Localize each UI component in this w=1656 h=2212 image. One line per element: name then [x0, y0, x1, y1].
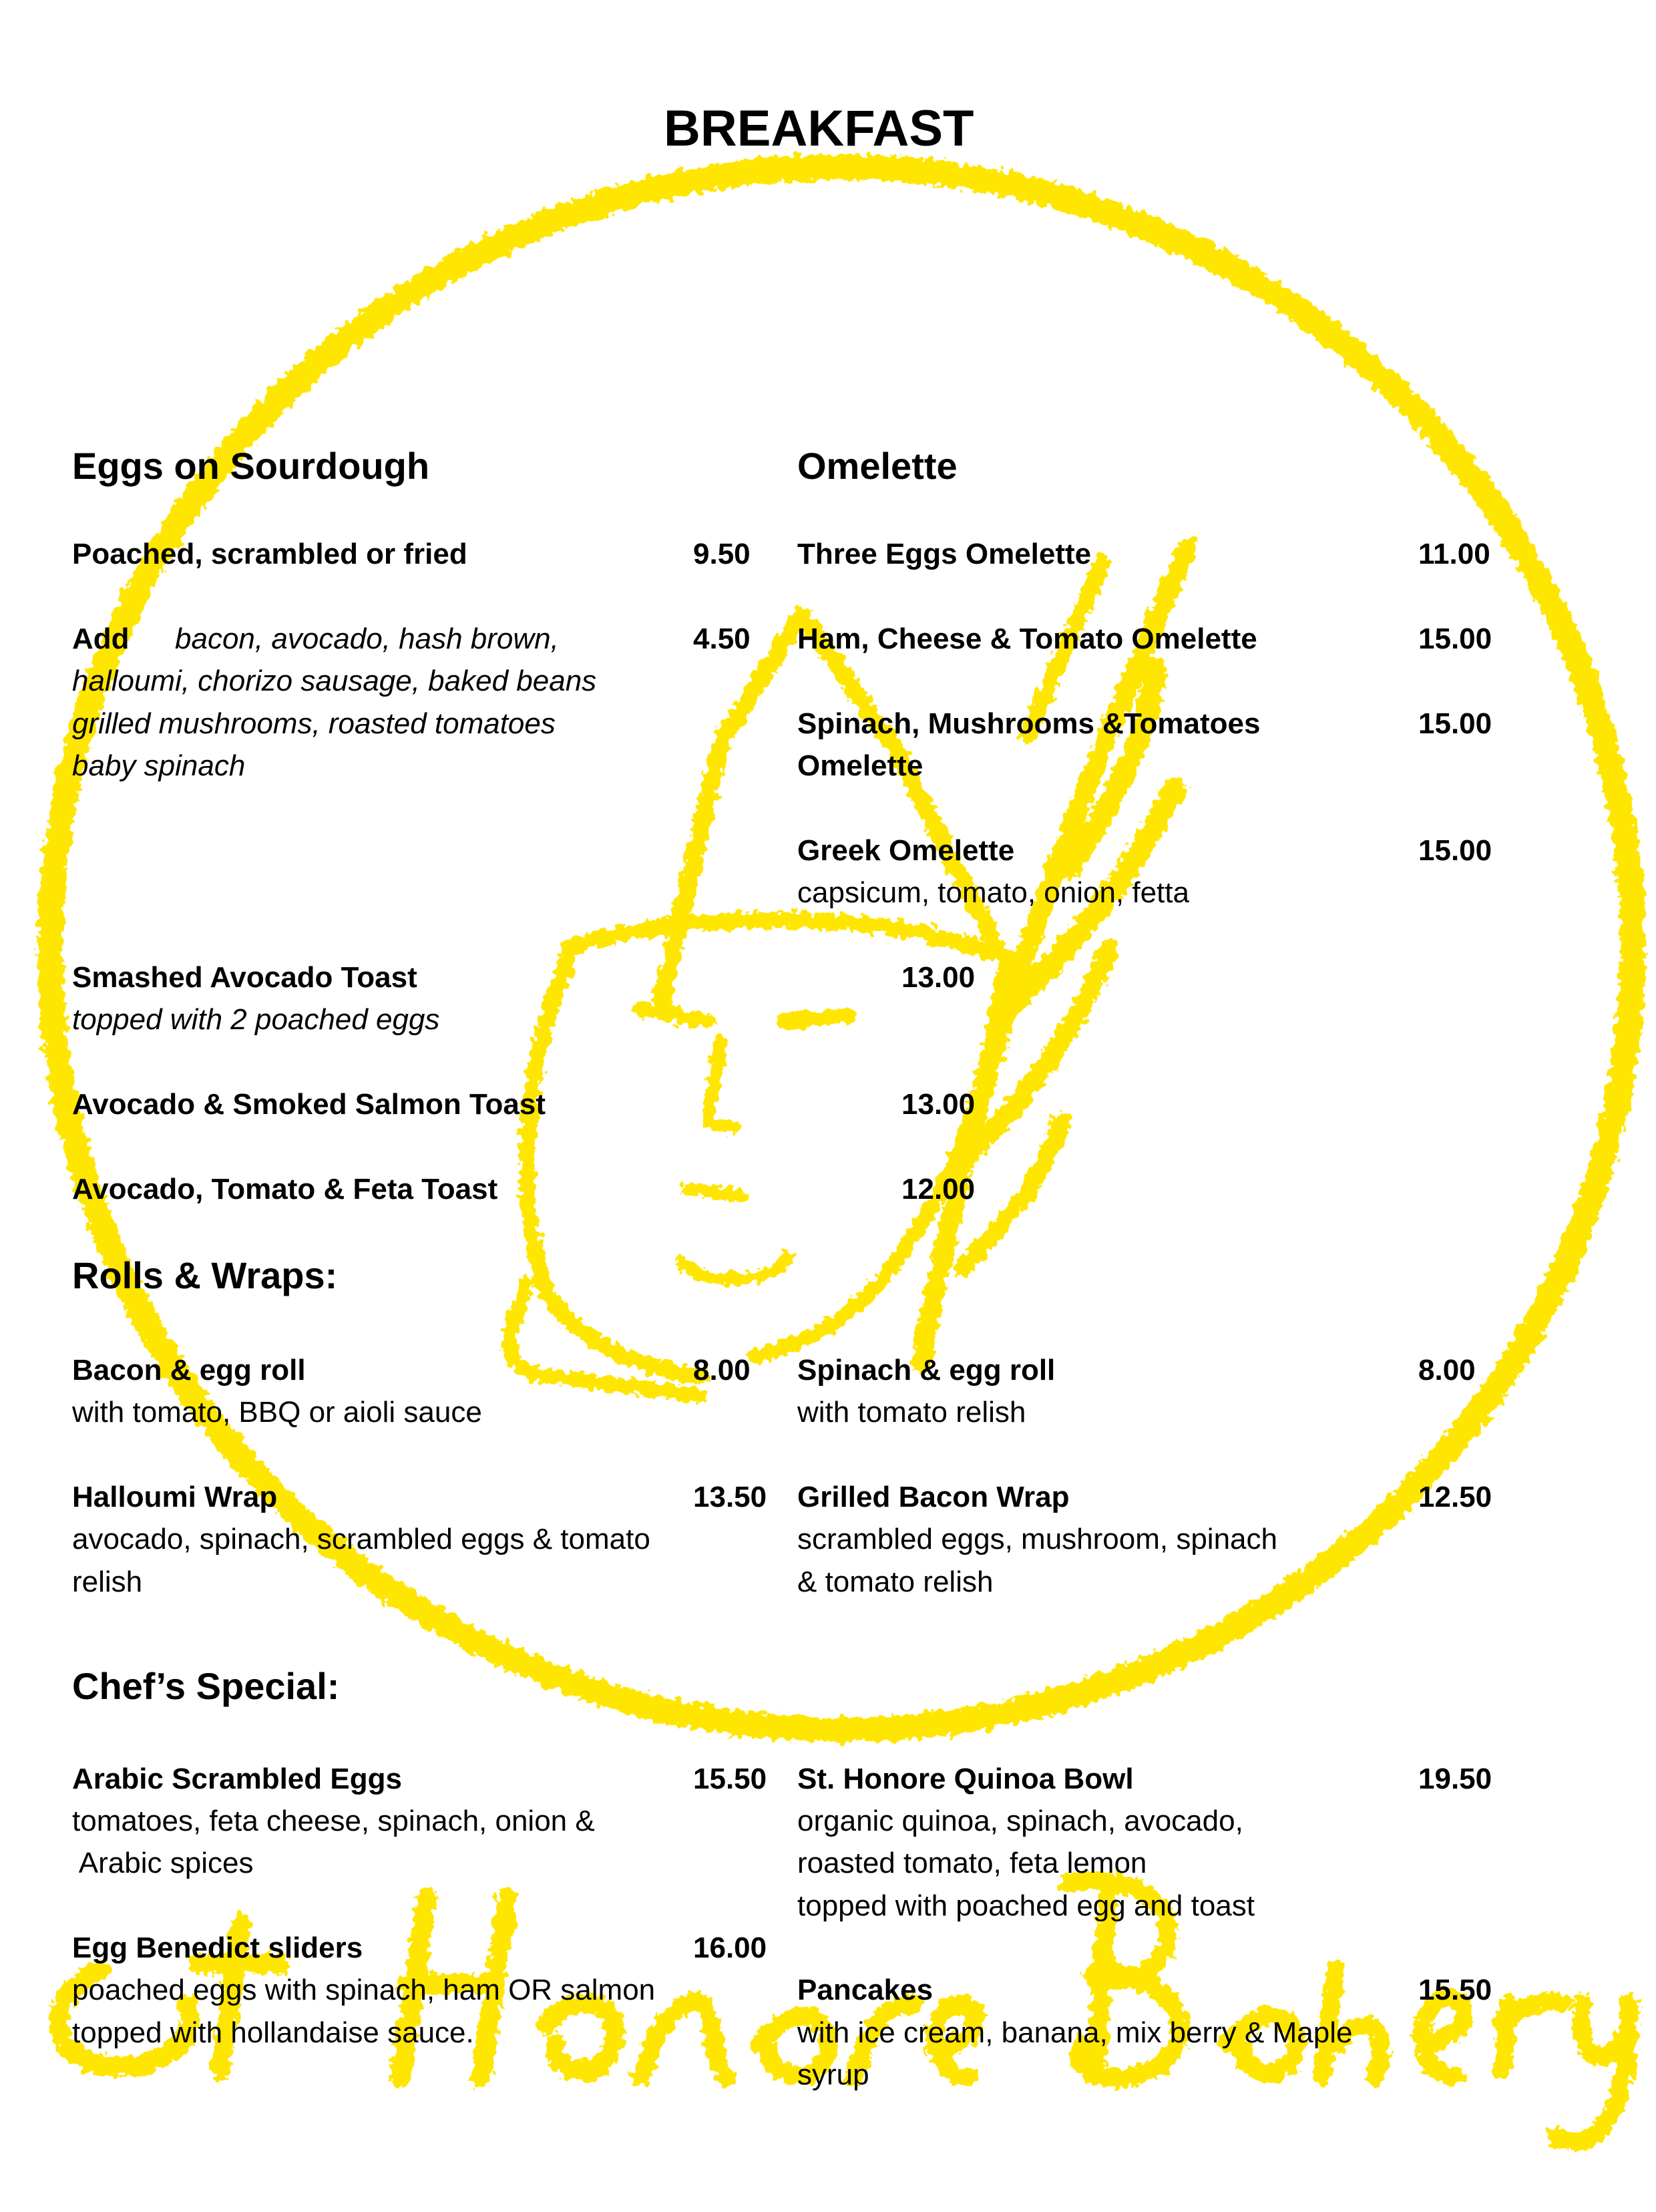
menu-item-description: with tomato relish	[797, 1396, 1026, 1429]
face-mouth	[688, 1189, 741, 1195]
menu-item-description: relish	[72, 1565, 143, 1598]
menu-item-description: & tomato relish	[797, 1565, 994, 1598]
add-ons-price: 4.50	[693, 622, 751, 655]
section-heading-omelette: Omelette	[797, 445, 958, 487]
face-left-outline	[527, 962, 701, 1376]
menu-item-name: Ham, Cheese & Tomato Omelette	[797, 622, 1257, 655]
menu-item-price: 8.00	[1418, 1354, 1476, 1387]
menu-item-price: 13.50	[693, 1481, 767, 1513]
menu-item-description: topped with poached egg and toast	[797, 1889, 1255, 1922]
menu-item-price: 11.00	[1418, 538, 1490, 570]
menu-item-name: Three Eggs Omelette	[797, 538, 1092, 570]
menu-item-price: 15.00	[1418, 622, 1492, 655]
menu-item-description: syrup	[797, 2058, 869, 2091]
face-eyes	[641, 1008, 848, 1022]
menu-item-description: topped with hollandaise sauce.	[72, 2016, 474, 2049]
menu-item-description: Arabic spices	[72, 1847, 254, 1879]
menu-item-name: Halloumi Wrap	[72, 1481, 278, 1513]
menu-item-description: capsicum, tomato, onion, fetta	[797, 876, 1189, 909]
menu-item-price: 9.50	[693, 538, 751, 570]
menu-item-name: Spinach, Mushrooms &Tomatoes	[797, 707, 1261, 740]
menu-item-price: 15.00	[1418, 707, 1492, 740]
menu-item-name: Greek Omelette	[797, 834, 1015, 867]
menu-item-name: Spinach & egg roll	[797, 1354, 1056, 1387]
menu-item-description: with ice cream, banana, mix berry & Maple	[797, 2016, 1353, 2049]
menu-item-name: Grilled Bacon Wrap	[797, 1481, 1070, 1513]
chin	[681, 1256, 788, 1279]
menu-item-name: Arabic Scrambled Eggs	[72, 1763, 402, 1795]
menu-item-name: Omelette	[797, 749, 923, 782]
menu-item-name: Avocado & Smoked Salmon Toast	[72, 1088, 546, 1121]
section-heading-eggs-on-sourdough: Eggs on Sourdough	[72, 445, 430, 487]
menu-item-price: 12.00	[901, 1173, 976, 1206]
menu-item-price: 8.00	[693, 1354, 751, 1387]
menu-item-name: Avocado, Tomato & Feta Toast	[72, 1173, 498, 1206]
add-ons-description: halloumi, chorizo sausage, baked beans	[72, 665, 597, 697]
menu-item-price: 13.00	[901, 1088, 976, 1121]
menu-item-description: tomatoes, feta cheese, spinach, onion &	[72, 1805, 595, 1837]
add-ons-description: baby spinach	[72, 749, 246, 782]
face-nose	[708, 1042, 735, 1129]
menu-item-name: Poached, scrambled or fried	[72, 538, 467, 570]
add-ons-label: Add	[72, 622, 130, 655]
menu-item-price: 12.50	[1418, 1481, 1492, 1513]
menu-item-price: 15.00	[1418, 834, 1492, 867]
menu-item-description: roasted tomato, feta lemon	[797, 1847, 1147, 1879]
menu-item-description: organic quinoa, spinach, avocado,	[797, 1805, 1243, 1837]
section-heading-chefs-special: Chef’s Special:	[72, 1665, 340, 1707]
chef-hat-brim	[568, 920, 1015, 962]
menu-item-price: 13.00	[901, 961, 976, 994]
menu-item-name: St. Honore Quinoa Bowl	[797, 1763, 1134, 1795]
menu-item-description: poached eggs with spinach, ham OR salmon	[72, 1974, 656, 2006]
menu-item-description: topped with 2 poached eggs	[72, 1003, 440, 1036]
menu-item-description: with tomato, BBQ or aioli sauce	[72, 1396, 482, 1429]
menu-item-description: avocado, spinach, scrambled eggs & tomato	[72, 1523, 650, 1555]
page-title: BREAKFAST	[664, 100, 974, 157]
menu-item-price: 19.50	[1418, 1763, 1492, 1795]
menu-item-name: Bacon & egg roll	[72, 1354, 306, 1387]
menu-item-name: Egg Benedict sliders	[72, 1931, 363, 1964]
menu-item-price: 15.50	[1418, 1974, 1492, 2006]
add-ons-description: grilled mushrooms, roasted tomatoes	[72, 707, 556, 740]
section-heading-rolls-wraps: Rolls & Wraps:	[72, 1254, 338, 1296]
menu-item-name: Smashed Avocado Toast	[72, 961, 417, 994]
menu-item-description: scrambled eggs, mushroom, spinach	[797, 1523, 1277, 1555]
add-ons-description: bacon, avocado, hash brown,	[175, 622, 559, 655]
menu-item-name: Pancakes	[797, 1974, 934, 2006]
menu-item-price: 16.00	[693, 1931, 767, 1964]
menu-item-price: 15.50	[693, 1763, 767, 1795]
